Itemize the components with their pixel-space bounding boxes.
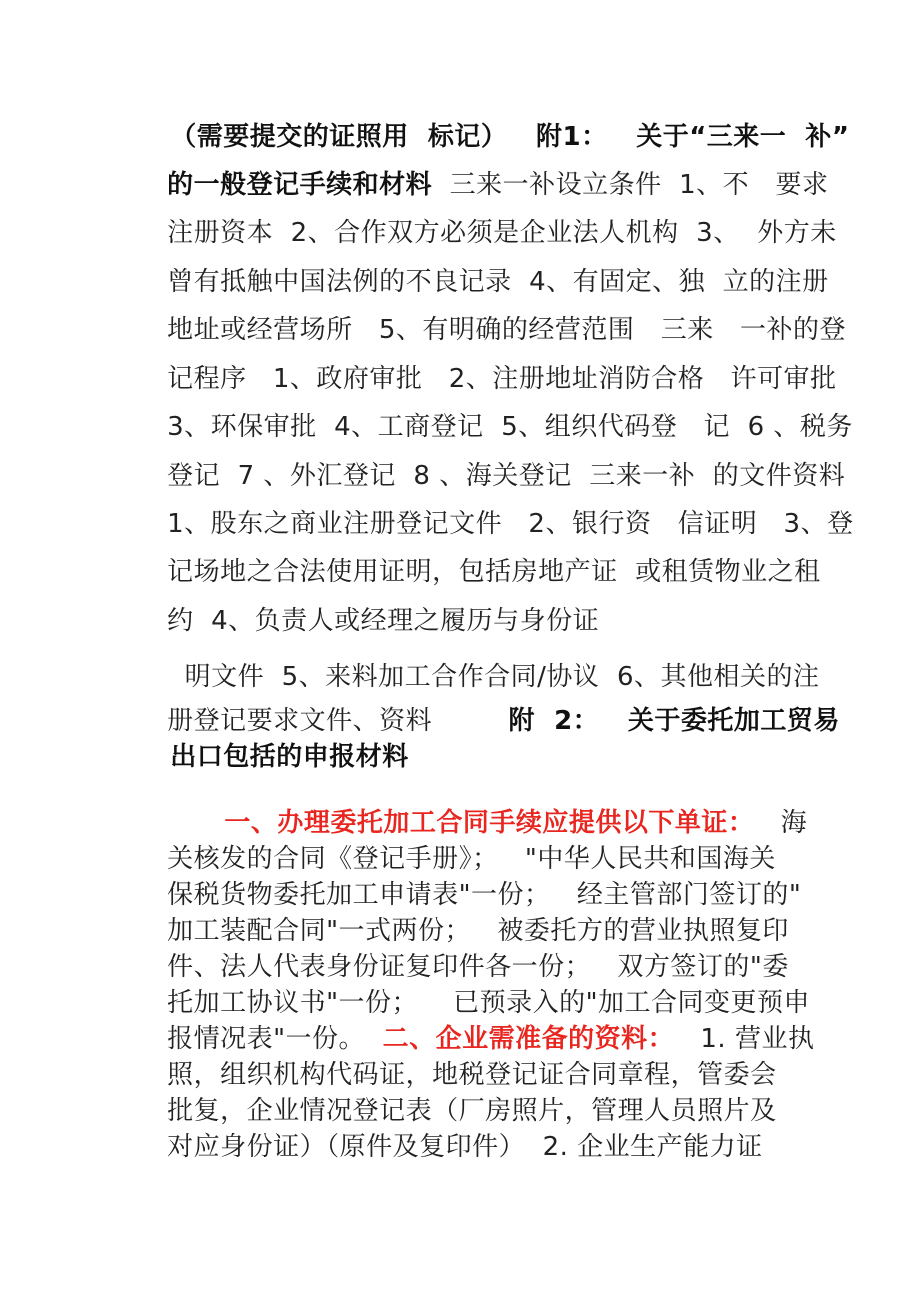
paragraph-text: 明文件 5、来料加工合作合同/协议 6、其他相关的注 [167,662,820,692]
paragraph-text: 1. 营业执 [674,1024,815,1054]
paragraph-text: 曾有抵触中国法例的不良记录 4、有固定、独 立的注册 [167,267,829,297]
paragraph-text: 加工装配合同"一式两份； 被委托方的营业执照复印 [167,916,789,946]
paragraph-text: 注册资本 2、合作双方必须是企业法人机构 3、 外方未 [167,218,837,248]
heading-attachment-2: 附 2： 关于委托加工贸易 [432,706,840,736]
heading-attachment-1: （需要提交的证照用 标记） 附1： 关于“三来一 补” [170,122,850,152]
paragraph-text: 约 4、负责人或经理之履历与身份证 [167,606,600,636]
paragraph-text: 登记 7 、外汇登记 8 、海关登记 三来一补 的文件资料 [167,461,846,491]
paragraph-text: 记程序 1、政府审批 2、注册地址消防合格 许可审批 [167,364,837,394]
heading-attachment-1-cont: 的一般登记手续和材料 [167,170,433,200]
paragraph-text: 1、股东之商业注册登记文件 2、银行资 信证明 3、登 [167,509,854,539]
paragraph-text: 三来一补设立条件 1、不 要求 [432,170,829,200]
paragraph-text: 3、环保审批 4、工商登记 5、组织代码登 记 6 、税务 [167,412,853,442]
paragraph-text: 关核发的合同《登记手册》； "中华人民共和国海关 [167,844,776,874]
section-heading-1: 一、办理委托加工合同手续应提供以下单证： [167,808,755,838]
paragraph-text: 托加工协议书"一份； 已预录入的"加工合同变更预申 [167,988,811,1018]
heading-attachment-2-cont: 出口包括的申报材料 [170,742,409,772]
paragraph-text: 海 [754,808,808,838]
text-line [132,1096,763,1198]
paragraph-text: 记场地之合法使用证明，包括房地产证 或租赁物业之租 [167,557,821,587]
paragraph-text: 件、法人代表身份证复印件各一份； 双方签订的"委 [167,952,789,982]
paragraph-text: 对应身份证）（原件及复印件） 2. 企业生产能力证 [167,1132,763,1162]
paragraph-text: 保税货物委托加工申请表"一份； 经主管部门签订的" [167,880,802,910]
paragraph-text: 批复，企业情况登记表（厂房照片，管理人员照片及 [167,1096,777,1126]
paragraph-text: 册登记要求文件、资料 [167,706,433,736]
section-heading-2: 二、企业需准备的资料： [382,1024,675,1054]
paragraph-text: 照，组织机构代码证，地税登记证合同章程，管委会 [167,1060,777,1090]
paragraph-text: 地址或经营场所 5、有明确的经营范围 三来 一补的登 [167,315,846,345]
paragraph-text: 报情况表"一份。 [167,1024,383,1054]
